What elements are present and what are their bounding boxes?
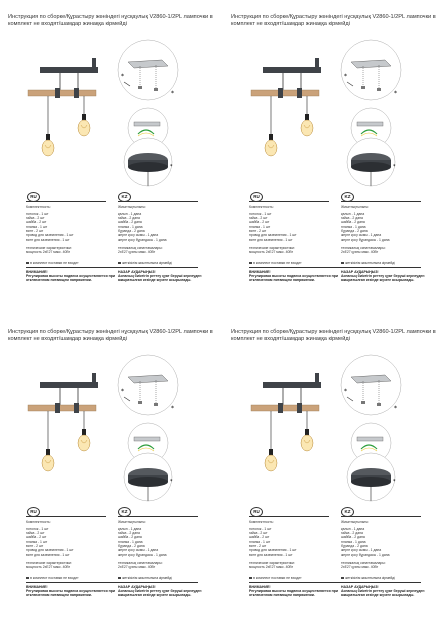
ru-divider [249, 516, 329, 517]
kz-spec-header: техникалық сипаттамалары: [341, 560, 386, 565]
instruction-sheet-top-right [223, 0, 446, 315]
kz-spec-header: техникалық сипаттамалары: [341, 245, 386, 250]
ru-contents-header: Комплектность: [26, 205, 51, 209]
ru-item: потолок - 1 шт [249, 526, 272, 531]
ceiling-canopy-icon [124, 453, 173, 501]
kz-column [118, 205, 210, 254]
ru-spec-header: технические характеристики: [26, 245, 72, 250]
marker-icon [341, 577, 344, 580]
kz-item: гайка - 2 дана [118, 531, 140, 536]
ru-item: планка - 1 шт [26, 224, 48, 229]
instruction-sheet-top-left [0, 0, 223, 315]
ru-item: планка - 1 шт [249, 224, 271, 229]
ru-warning-text: Регулировка высоты подвеса осуществляется при отключенном питающем напряжении. [26, 274, 115, 283]
kz-item: жерге қосу сымы - 1 дана [118, 233, 159, 238]
ru-item: шайба - 2 шт [26, 220, 47, 225]
instruction-sheet-bottom-left [0, 315, 223, 630]
warning-divider [26, 267, 198, 268]
instruction-title: Инструкция по сборке/Құрастыру жөніндегі нұсқаулық V2860-1/2PL лампочки в комплект не входят/шамдар жинаққа кірмейді [8, 14, 213, 27]
ru-item: шайба - 2 шт [26, 535, 47, 540]
ru-column [26, 205, 114, 254]
kz-item: жерге қосу бұрандасы - 1 дана [118, 552, 167, 557]
ru-spec-header: технические характеристики: [249, 560, 295, 565]
kz-spec: 2хЕ27 қуаты макс. 40Вт [118, 250, 156, 255]
ru-warning-text: Регулировка высоты подвеса осуществляется при отключенном питающем напряжении. [249, 589, 338, 598]
kz-warning [341, 270, 433, 283]
kz-spec: 2хЕ27 қуаты макс. 40Вт [341, 565, 379, 570]
warning-divider [249, 582, 421, 583]
svg-text:*: * [344, 73, 347, 80]
kz-item: гайка - 2 дана [118, 216, 140, 221]
ru-column [249, 205, 337, 254]
marker-icon [249, 262, 252, 265]
instruction-title: Инструкция по сборке/Құрастыру жөніндегі нұсқаулық V2860-1/2PL лампочки в комплект не входят/шамдар жинаққа кірмейді [231, 14, 436, 27]
ru-warning [249, 585, 339, 598]
kz-item: бұранда - 2 дана [341, 228, 368, 233]
kz-item: бұранда - 2 дана [118, 228, 145, 233]
ru-badge: RU [27, 192, 40, 202]
ru-item: потолок - 1 шт [249, 211, 272, 216]
ru-warning [26, 270, 116, 283]
kz-item: бұранда - 2 дана [118, 543, 145, 548]
marker-icon [341, 262, 344, 265]
kz-contents-header: Жиынтықтылығы: [341, 520, 369, 524]
svg-text:*: * [393, 164, 396, 170]
mounting-bracket-icon [341, 40, 401, 100]
kz-warning-title: НАЗАР АУДАРЫҢЫЗ! [341, 585, 379, 589]
ru-divider [249, 201, 329, 202]
instruction-title: Инструкция по сборке/Құрастыру жөніндегі нұсқаулық V2860-1/2PL лампочки в комплект не входят/шамдар жинаққа кірмейді [8, 329, 213, 342]
kz-item: жерге қосу сымы - 1 дана [341, 233, 382, 238]
kz-warning [118, 585, 210, 598]
kz-item: қалып - 1 дана [118, 211, 142, 216]
marker-icon [26, 262, 29, 265]
kz-column [118, 520, 210, 569]
ru-contents-header: Комплектность: [26, 520, 51, 524]
mounting-bracket-icon [341, 355, 401, 415]
kz-spec-header: техникалық сипаттамалары: [118, 245, 163, 250]
ru-warning-text: Регулировка высоты подвеса осуществляется при отключенном питающем напряжении. [249, 274, 338, 283]
mounting-bracket-icon [118, 40, 178, 100]
kz-item: гайка - 2 дана [341, 216, 363, 221]
kz-item: шайба - 2 дана [341, 220, 365, 225]
instruction-title: Инструкция по сборке/Құрастыру жөніндегі нұсқаулық V2860-1/2PL лампочки в комплект не входят/шамдар жинаққа кірмейді [231, 329, 436, 342]
ru-item: гайка - 2 шт [26, 531, 45, 536]
kz-note [341, 261, 395, 265]
ru-warning-title: ВНИМАНИЕ! [26, 585, 48, 589]
svg-text:*: * [121, 73, 124, 80]
ru-item: планка - 1 шт [26, 539, 48, 544]
ru-contents-header: Комплектность: [249, 520, 274, 524]
kz-warning-text: Аспаның биіктігін реттеу қуат беруші кернеуден ажыратылған кезінде жүзеге асырылады. [341, 274, 425, 283]
kz-item: бұранда - 2 дана [341, 543, 368, 548]
ru-divider [26, 516, 106, 517]
ru-item: шайба - 2 шт [249, 535, 270, 540]
kz-warning-title: НАЗАР АУДАРЫҢЫЗ! [118, 270, 156, 274]
kz-note-text: жеткізілім жиынтығына кірмейді [122, 261, 173, 265]
ru-item: провод для заземления - 1 шт [26, 548, 74, 553]
ru-column [26, 520, 114, 569]
ru-item: потолок - 1 шт [26, 526, 49, 531]
kz-badge: KZ [118, 192, 131, 202]
ru-spec: мощность 2хE27 макс. 40Вт [26, 565, 71, 570]
ru-warning-text: Регулировка высоты подвеса осуществляется при отключенном питающем напряжении. [26, 589, 115, 598]
ru-note-text: в комплект поставки не входит [30, 576, 79, 580]
ru-warning-title: ВНИМАНИЕ! [249, 585, 271, 589]
ru-item: потолок - 1 шт [26, 211, 49, 216]
ru-item: винт для заземления - 1 шт [249, 552, 293, 557]
ru-warning [26, 585, 116, 598]
ru-note [249, 576, 302, 580]
ru-warning-title: ВНИМАНИЕ! [249, 270, 271, 274]
kz-item: жерге қосу сымы - 1 дана [118, 548, 159, 553]
ceiling-canopy-icon [124, 138, 173, 186]
marker-icon [249, 577, 252, 580]
kz-note-text: жеткізілім жиынтығына кірмейді [345, 261, 396, 265]
svg-text:*: * [344, 388, 347, 395]
warning-divider [249, 267, 421, 268]
ru-badge: RU [250, 507, 263, 517]
kz-note [118, 576, 172, 580]
ru-item: гайка - 2 шт [249, 531, 268, 536]
kz-spec-header: техникалық сипаттамалары: [118, 560, 163, 565]
kz-item: шайба - 2 дана [118, 220, 142, 225]
kz-item: жерге қосу бұрандасы - 1 дана [341, 237, 390, 242]
kz-divider [118, 516, 198, 517]
kz-item: қалып - 1 дана [341, 526, 365, 531]
ru-badge: RU [250, 192, 263, 202]
kz-divider [341, 516, 421, 517]
marker-icon [118, 577, 121, 580]
svg-text:*: * [121, 388, 124, 395]
kz-warning-text: Аспаның биіктігін реттеу қуат беруші кернеуден ажыратылған кезінде жүзеге асырылады. [118, 274, 202, 283]
ru-note-text: в комплект поставки не входит [30, 261, 79, 265]
ru-item: винт для заземления - 1 шт [26, 552, 70, 557]
marker-icon [26, 577, 29, 580]
ru-item: винт - 2 шт [249, 228, 267, 233]
ru-contents-header: Комплектность: [249, 205, 274, 209]
ru-note-text: в комплект поставки не входит [253, 261, 302, 265]
kz-item: жерге қосу сымы - 1 дана [341, 548, 382, 553]
kz-spec: 2хЕ27 қуаты макс. 40Вт [118, 565, 156, 570]
kz-warning [341, 585, 433, 598]
kz-column [341, 520, 433, 569]
ru-spec: мощность 2хE27 макс. 40Вт [249, 250, 294, 255]
kz-item: гайка - 2 дана [341, 531, 363, 536]
ru-item: шайба - 2 шт [249, 220, 270, 225]
kz-item: жерге қосу бұрандасы - 1 дана [341, 552, 390, 557]
ru-badge: RU [27, 507, 40, 517]
svg-text:*: * [170, 479, 173, 485]
ru-column [249, 520, 337, 569]
ru-warning [249, 270, 339, 283]
ru-spec-header: технические характеристики: [26, 560, 72, 565]
ru-item: провод для заземления - 1 шт [249, 233, 297, 238]
ru-spec: мощность 2хE27 макс. 40Вт [26, 250, 71, 255]
ru-note [249, 261, 302, 265]
kz-note-text: жеткізілім жиынтығына кірмейді [122, 576, 173, 580]
kz-item: планка - 1 дана [118, 224, 143, 229]
marker-icon [118, 262, 121, 265]
kz-warning-text: Аспаның биіктігін реттеу қуат беруші кернеуден ажыратылған кезінде жүзеге асырылады. [118, 589, 202, 598]
kz-item: шайба - 2 дана [341, 535, 365, 540]
ru-note-text: в комплект поставки не входит [253, 576, 302, 580]
kz-note [118, 261, 172, 265]
ceiling-canopy-icon [347, 453, 396, 501]
ceiling-canopy-icon [347, 138, 396, 186]
ru-spec: мощность 2хE27 макс. 40Вт [249, 565, 294, 570]
ru-item: винт - 2 шт [26, 543, 44, 548]
ru-item: винт - 2 шт [249, 543, 267, 548]
ru-item: гайка - 2 шт [26, 216, 45, 221]
ru-item: провод для заземления - 1 шт [26, 233, 74, 238]
warning-divider [26, 582, 198, 583]
ru-item: гайка - 2 шт [249, 216, 268, 221]
kz-item: қалып - 1 дана [341, 211, 365, 216]
kz-note [341, 576, 395, 580]
kz-warning-title: НАЗАР АУДАРЫҢЫЗ! [118, 585, 156, 589]
ru-divider [26, 201, 106, 202]
kz-column [341, 205, 433, 254]
kz-divider [341, 201, 421, 202]
kz-item: қалып - 1 дана [118, 526, 142, 531]
kz-warning [118, 270, 210, 283]
ru-item: винт для заземления - 1 шт [26, 237, 70, 242]
ru-item: провод для заземления - 1 шт [249, 548, 297, 553]
kz-note-text: жеткізілім жиынтығына кірмейді [345, 576, 396, 580]
ru-note [26, 261, 79, 265]
svg-text:*: * [394, 405, 397, 412]
kz-contents-header: Жиынтықтылығы: [118, 205, 146, 209]
mounting-bracket-icon [118, 355, 178, 415]
kz-warning-text: Аспаның биіктігін реттеу қуат беруші кернеуден ажыратылған кезінде жүзеге асырылады. [341, 589, 425, 598]
kz-contents-header: Жиынтықтылығы: [118, 520, 146, 524]
ru-item: винт для заземления - 1 шт [249, 237, 293, 242]
ru-item: винт - 2 шт [26, 228, 44, 233]
kz-badge: KZ [341, 507, 354, 517]
svg-text:*: * [170, 164, 173, 170]
kz-item: жерге қосу бұрандасы - 1 дана [118, 237, 167, 242]
ru-spec-header: технические характеристики: [249, 245, 295, 250]
svg-text:*: * [394, 90, 397, 97]
kz-contents-header: Жиынтықтылығы: [341, 205, 369, 209]
kz-item: планка - 1 дана [341, 224, 366, 229]
ru-note [26, 576, 79, 580]
kz-badge: KZ [118, 507, 131, 517]
kz-divider [118, 201, 198, 202]
kz-warning-title: НАЗАР АУДАРЫҢЫЗ! [341, 270, 379, 274]
ru-item: планка - 1 шт [249, 539, 271, 544]
kz-item: шайба - 2 дана [118, 535, 142, 540]
svg-text:*: * [393, 479, 396, 485]
instruction-sheet-bottom-right [223, 315, 446, 630]
ru-warning-title: ВНИМАНИЕ! [26, 270, 48, 274]
kz-spec: 2хЕ27 қуаты макс. 40Вт [341, 250, 379, 255]
kz-badge: KZ [341, 192, 354, 202]
svg-text:*: * [171, 90, 174, 97]
kz-item: планка - 1 дана [341, 539, 366, 544]
svg-text:*: * [171, 405, 174, 412]
kz-item: планка - 1 дана [118, 539, 143, 544]
